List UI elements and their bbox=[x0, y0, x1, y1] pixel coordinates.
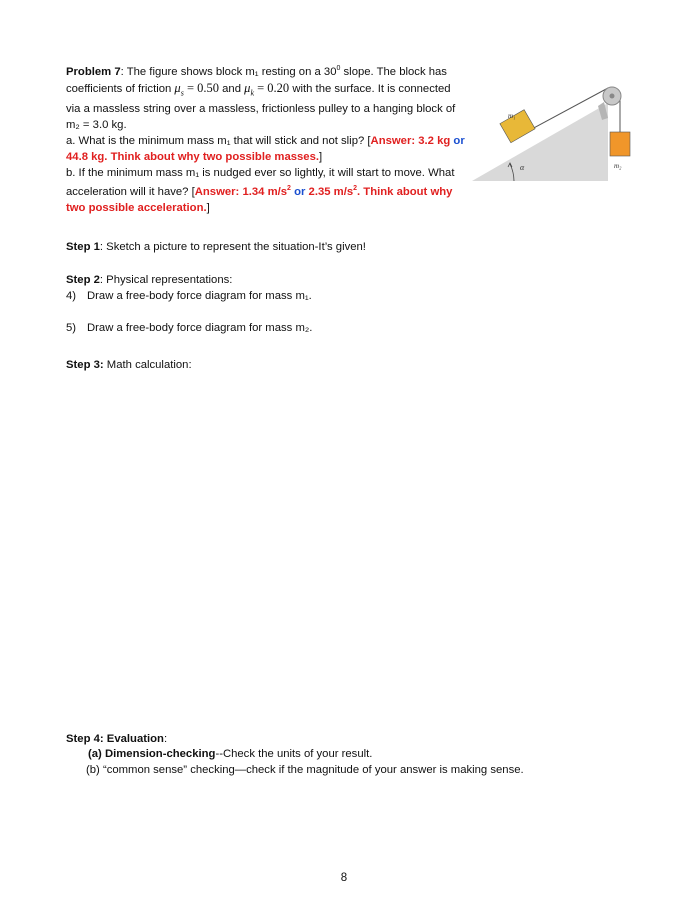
question-b-sq1: 2 bbox=[287, 185, 291, 193]
step-4 bbox=[66, 731, 167, 747]
question-b-or: or bbox=[290, 185, 309, 198]
block-m2 bbox=[610, 132, 630, 156]
step-1-label: Step 1 bbox=[66, 241, 100, 253]
question-b-sq2: 2 bbox=[353, 185, 358, 193]
question-a: a. What is the minimum mass m₁ that will stick and not slip? [ bbox=[66, 135, 371, 148]
question-a-answer: Answer: 3.2 kg bbox=[370, 135, 451, 148]
step-4a-label: (a) Dimension-checking bbox=[88, 748, 216, 760]
step-4a bbox=[88, 746, 372, 762]
question-a-close: ] bbox=[319, 151, 323, 164]
mu-s-sub: s bbox=[180, 88, 184, 98]
mu-k-value: = 0.20 bbox=[254, 80, 290, 95]
item-5-number: 5) bbox=[66, 322, 77, 334]
mu-s-symbol: μ bbox=[174, 80, 181, 95]
question-b-close: ] bbox=[206, 201, 210, 214]
page-number: 8 bbox=[340, 872, 348, 884]
problem-label: Problem 7 bbox=[66, 65, 121, 78]
step-4a-text: --Check the units of your result. bbox=[215, 748, 373, 760]
step-2-item-4-text: Draw a free-body force diagram for mass m₁. bbox=[87, 290, 312, 302]
step-3-label: Step 3: bbox=[66, 359, 104, 371]
degree-sup: 0 bbox=[336, 65, 341, 72]
block-m1 bbox=[500, 110, 535, 143]
problem-intro-b: slope. The block has coefficients of friction bbox=[66, 65, 447, 95]
step-4-colon: : bbox=[163, 733, 168, 745]
step-2-item-4 bbox=[66, 288, 76, 304]
step-2 bbox=[66, 272, 232, 288]
question-a-answer2: 44.8 kg. Think about why two possible masses. bbox=[66, 151, 319, 164]
incline-slope bbox=[472, 103, 608, 181]
item-4-number: 4) bbox=[66, 290, 77, 302]
step-2-item-5-text: Draw a free-body force diagram for mass m₂. bbox=[87, 322, 313, 334]
question-b-tail: . Think about why two possible acceleration. bbox=[66, 185, 453, 214]
mu-k-symbol: μ bbox=[244, 80, 251, 95]
angle-label: α bbox=[520, 163, 525, 172]
m1-label: m₁ bbox=[508, 112, 516, 120]
step-2-text: : Physical representations: bbox=[99, 274, 233, 286]
question-a-or: or bbox=[450, 135, 465, 148]
step-3 bbox=[66, 357, 192, 373]
step-4b-text: (b) “common sense” checking—check if the magnitude of your answer is making sense. bbox=[86, 764, 524, 776]
problem-intro-a: The figure shows block m₁ resting on a 30 bbox=[126, 65, 337, 78]
step-2-item-5 bbox=[66, 320, 76, 336]
step-3-text: Math calculation: bbox=[103, 359, 192, 371]
and-text: and bbox=[219, 82, 245, 95]
incline-pulley-figure bbox=[470, 78, 640, 186]
question-b-answer2: 2.35 m/s bbox=[308, 185, 354, 198]
question-b: b. If the minimum mass m₁ is nudged ever so lightly, it will start to move. What acceleration will it have? [ bbox=[66, 167, 455, 198]
step-4b bbox=[86, 762, 524, 778]
step-1-text: : Sketch a picture to represent the situation-It’s given! bbox=[99, 241, 366, 253]
step-4-label: Step 4: Evaluation bbox=[66, 733, 164, 745]
mu-s-value: = 0.50 bbox=[183, 80, 220, 95]
pulley-axle bbox=[610, 94, 615, 99]
m2-label: m₂ bbox=[614, 162, 622, 170]
question-b-answer: Answer: 1.34 m/s bbox=[194, 185, 288, 198]
problem-intro-c: with the surface. It is connected via a massless string over a massless, frictionless pulley to a hanging block of m₂ = 3.0 kg. bbox=[66, 82, 456, 132]
step-2-label: Step 2 bbox=[66, 274, 100, 286]
step-1 bbox=[66, 239, 366, 255]
problem-statement: Problem 7: The figure shows block m₁ resting on a $30^0$ slope. The block has coefficients of friction $\mu_s = 0.50$ and $\mu_k = 0.20$ with the surface. It is connected via a massless string over a massless, frictionless pulley to a hanging block of m₂ = 3.0 kg. a. What is the minimum mass m₁ that will stick and not slip? [Answer: 3.2 kg or 44.8 kg. Think about why two possible masses.] b. If the minimum mass m₁ is nudged ever so lightly, it will start to move. What acceleration will it have? [Answer: 1.34 $m/s^2$ or 2.35 $m/s^2$. Think about why two possible acceleration.] bbox=[66, 65, 465, 214]
mu-k-sub: k bbox=[250, 88, 254, 98]
